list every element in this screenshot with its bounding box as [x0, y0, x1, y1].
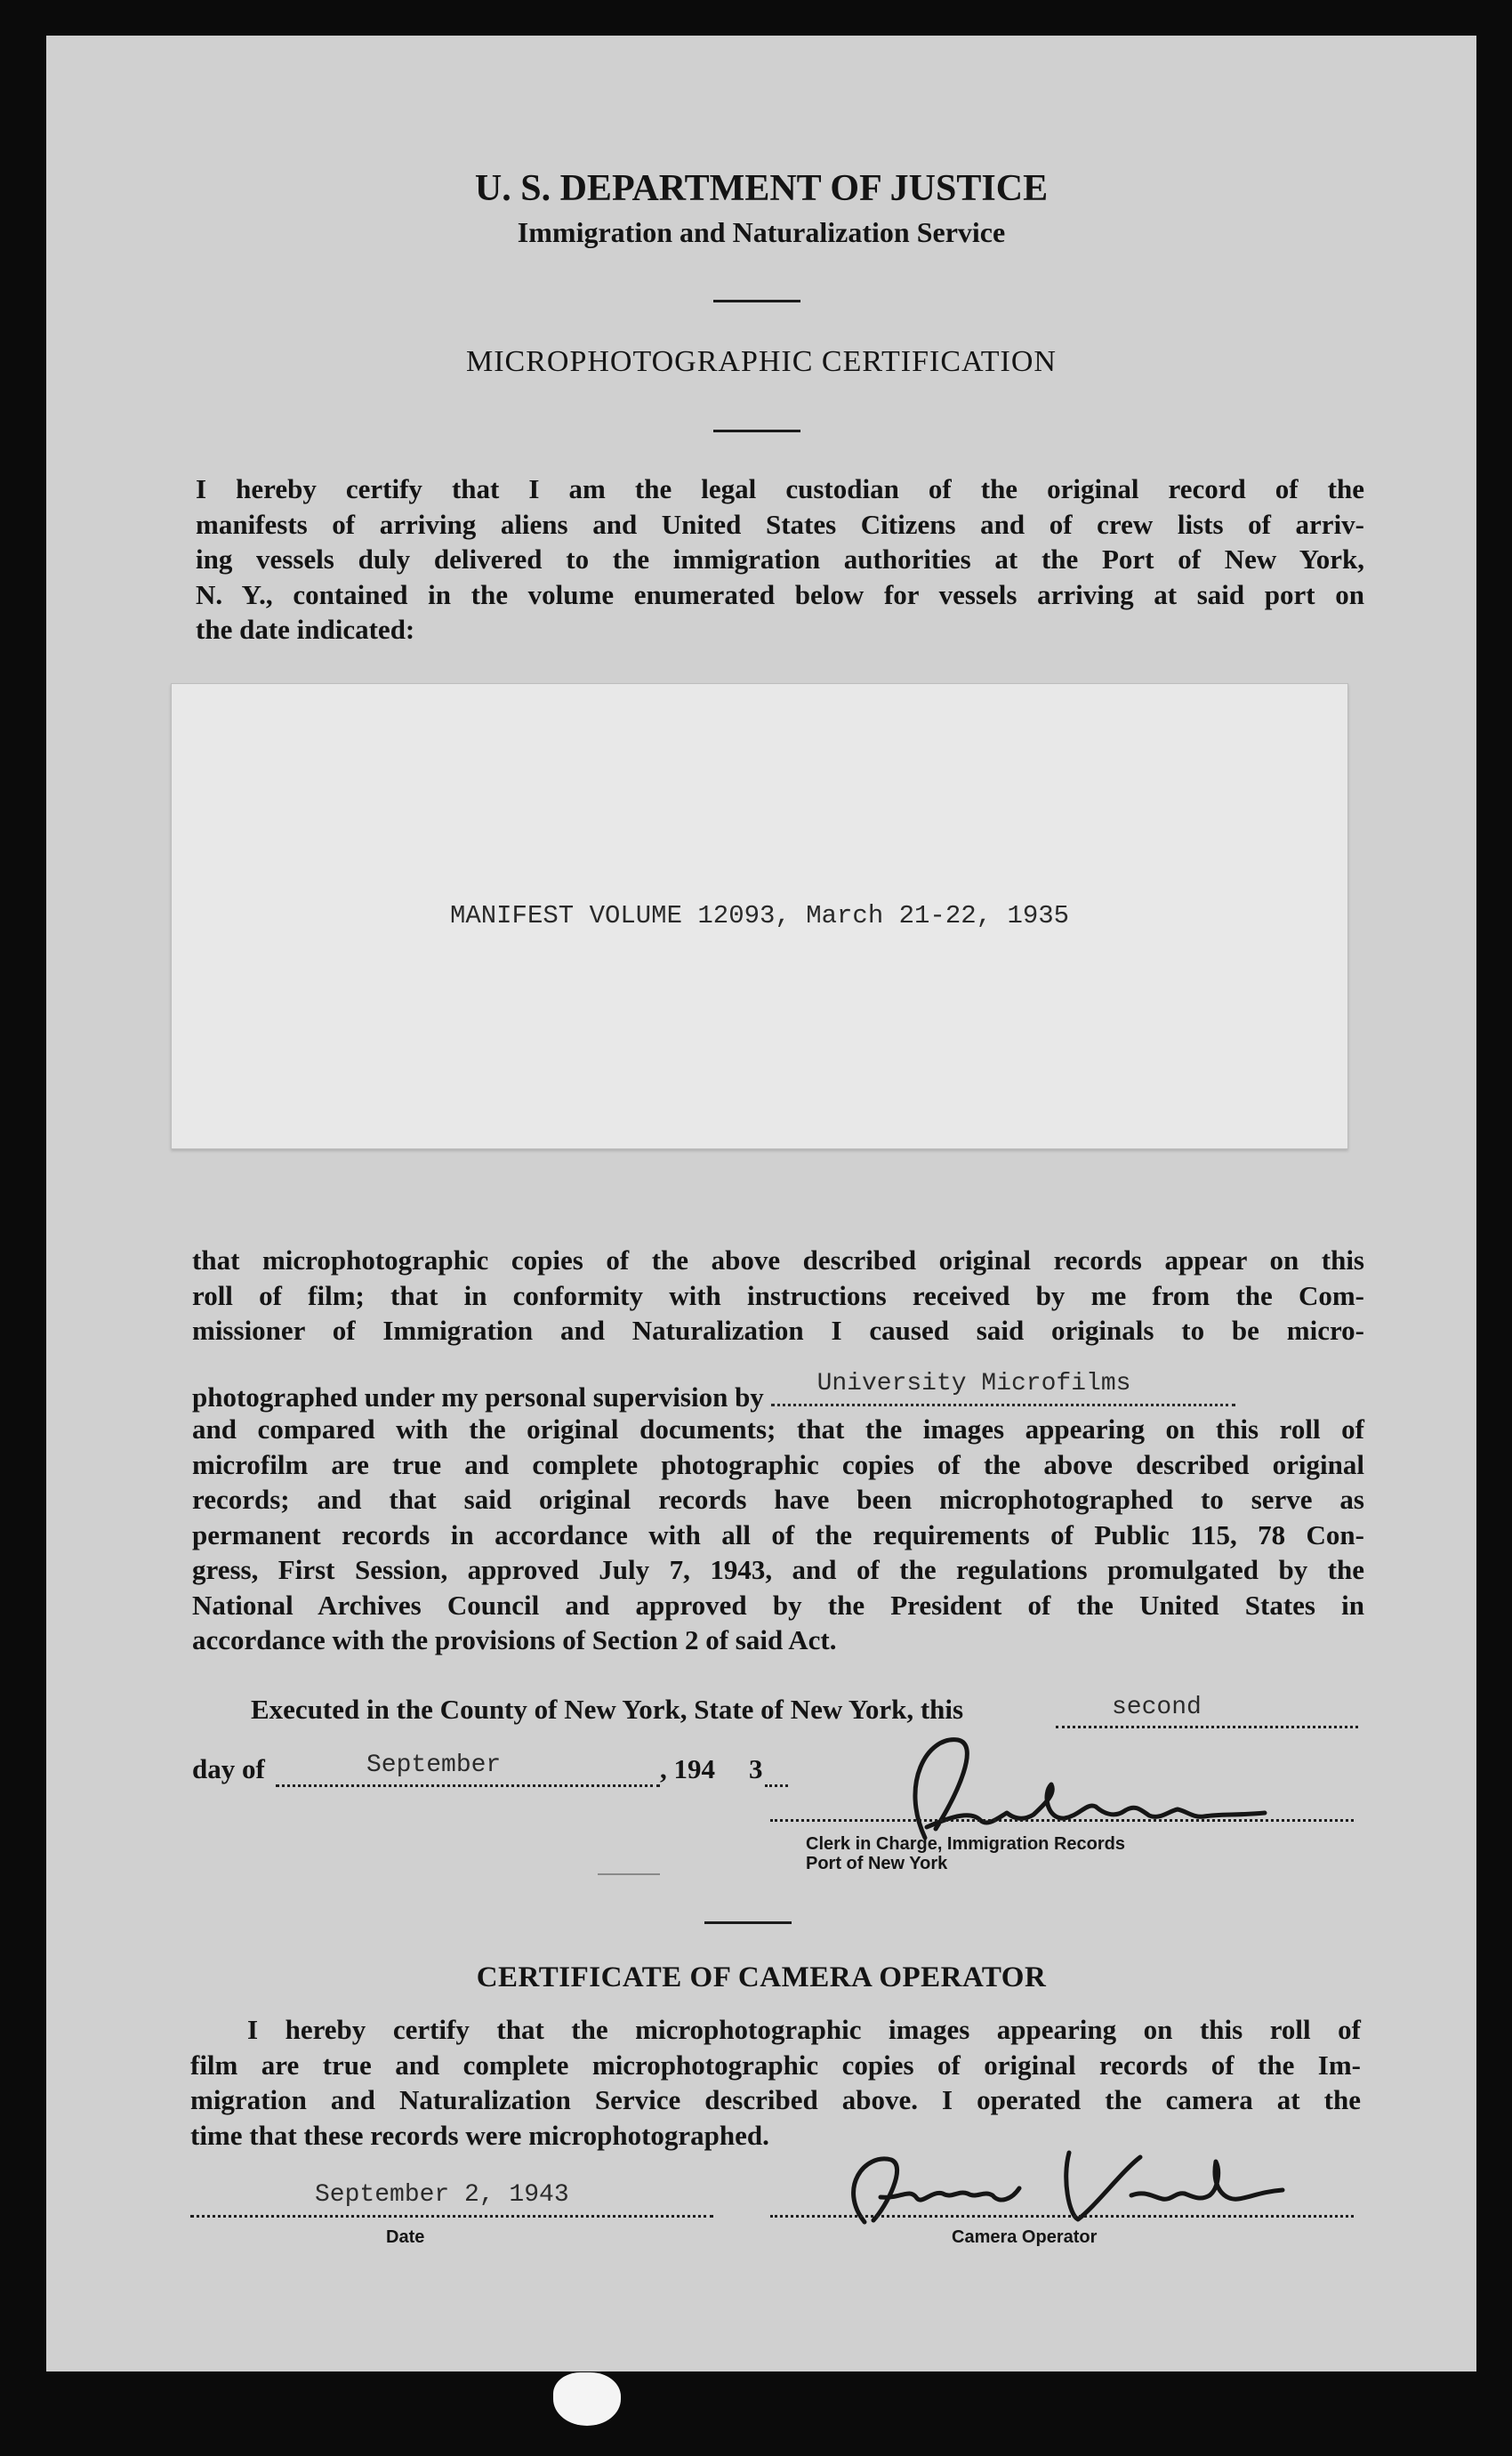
body-line: gress, First Session, approved July 7, 1943, and of the regulations promulgated by the	[192, 1554, 1364, 1585]
clerk-title-line: Port of New York	[806, 1854, 948, 1873]
month-value: September	[366, 1751, 502, 1779]
body-paragraph-top	[192, 1243, 1364, 1349]
body-line: missioner of Immigration and Naturalization I caused said originals to be micro-	[192, 1315, 1364, 1346]
faint-mark	[598, 1873, 660, 1875]
body-line: records; and that said original records have been microphotographed to serve as	[192, 1484, 1364, 1515]
body-line: that microphotographic copies of the above described original records appear on this	[192, 1244, 1364, 1276]
intro-line: the date indicated:	[196, 614, 415, 645]
operator-signature-line	[770, 2215, 1354, 2218]
manifest-volume-text: MANIFEST VOLUME 12093, March 21-22, 1935	[449, 901, 1070, 930]
camera-line: time that these records were microphotographed.	[190, 2119, 769, 2151]
camera-line: migration and Naturalization Service described above. I operated the camera at the	[190, 2084, 1361, 2115]
intro-line: N. Y., contained in the volume enumerated below for vessels arriving at said port on	[196, 578, 1364, 610]
day-of-label: day of	[192, 1753, 265, 1784]
body-line: accordance with the provisions of Section 2 of said Act.	[192, 1624, 837, 1655]
intro-line: manifests of arriving aliens and United States Citizens and of crew lists of arriv-	[196, 508, 1364, 540]
photographed-by-value: University Microfilms	[816, 1370, 1131, 1397]
intro-line: ing vessels duly delivered to the immigration authorities at the Port of New York,	[196, 544, 1364, 575]
date-line	[190, 2215, 713, 2218]
divider-rule	[713, 300, 800, 302]
intro-paragraph	[196, 471, 1364, 648]
date-label: Date	[386, 2227, 425, 2247]
department-heading: U. S. DEPARTMENT OF JUSTICE	[474, 168, 1049, 209]
record-card	[171, 683, 1348, 1149]
camera-line: film are true and complete microphotographic copies of original records of the Im-	[190, 2049, 1361, 2081]
year-digit: 3	[749, 1753, 763, 1784]
month-fill-line	[276, 1784, 660, 1787]
camera-certificate-title: CERTIFICATE OF CAMERA OPERATOR	[476, 1961, 1047, 1993]
executed-line	[251, 1694, 963, 1726]
camera-operator-label: Camera Operator	[952, 2227, 1098, 2247]
body-line: microfilm are true and complete photographic copies of the above described original	[192, 1448, 1364, 1480]
photographed-by-line	[192, 1370, 1235, 1413]
intro-line: I hereby certify that I am the legal custodian of the original record of the	[196, 473, 1364, 504]
camera-operator-signature	[802, 2135, 1300, 2233]
year-prefix: , 194	[660, 1753, 715, 1784]
day-fill-line	[1056, 1726, 1358, 1728]
operator-date-value: September 2, 1943	[315, 2181, 569, 2209]
divider-rule	[704, 1921, 792, 1924]
executed-label: Executed in the County of New York, State of New York, this	[251, 1694, 964, 1725]
body-line: permanent records in accordance with all of the requirements of Public 115, 78 Con-	[192, 1518, 1364, 1550]
body-line: roll of film; that in conformity with instructions received by me from the Com-	[192, 1279, 1364, 1311]
camera-certificate-paragraph	[190, 2012, 1361, 2153]
photographed-by-fill	[771, 1370, 1235, 1406]
body-line: National Archives Council and approved by the President of the United States in	[192, 1589, 1364, 1621]
film-punch-hole	[553, 2372, 621, 2426]
clerk-signature-line	[770, 1819, 1354, 1822]
body-paragraph-bottom	[192, 1412, 1364, 1658]
certificate-page	[46, 36, 1476, 2371]
service-subheading: Immigration and Naturalization Service	[517, 216, 1006, 248]
divider-rule	[713, 430, 800, 432]
camera-line: I hereby certify that the microphotographic images appearing on this roll of	[247, 2014, 1361, 2045]
photographed-by-label: photographed under my personal supervision by	[192, 1381, 764, 1413]
certification-title: MICROPHOTOGRAPHIC CERTIFICATION	[465, 345, 1057, 378]
year-fill-line	[765, 1784, 788, 1787]
day-value: second	[1112, 1694, 1202, 1721]
body-line: and compared with the original documents; that the images appearing on this roll of	[192, 1413, 1364, 1445]
clerk-title	[806, 1834, 1125, 1873]
clerk-title-line: Clerk in Charge, Immigration Records	[806, 1834, 1125, 1854]
